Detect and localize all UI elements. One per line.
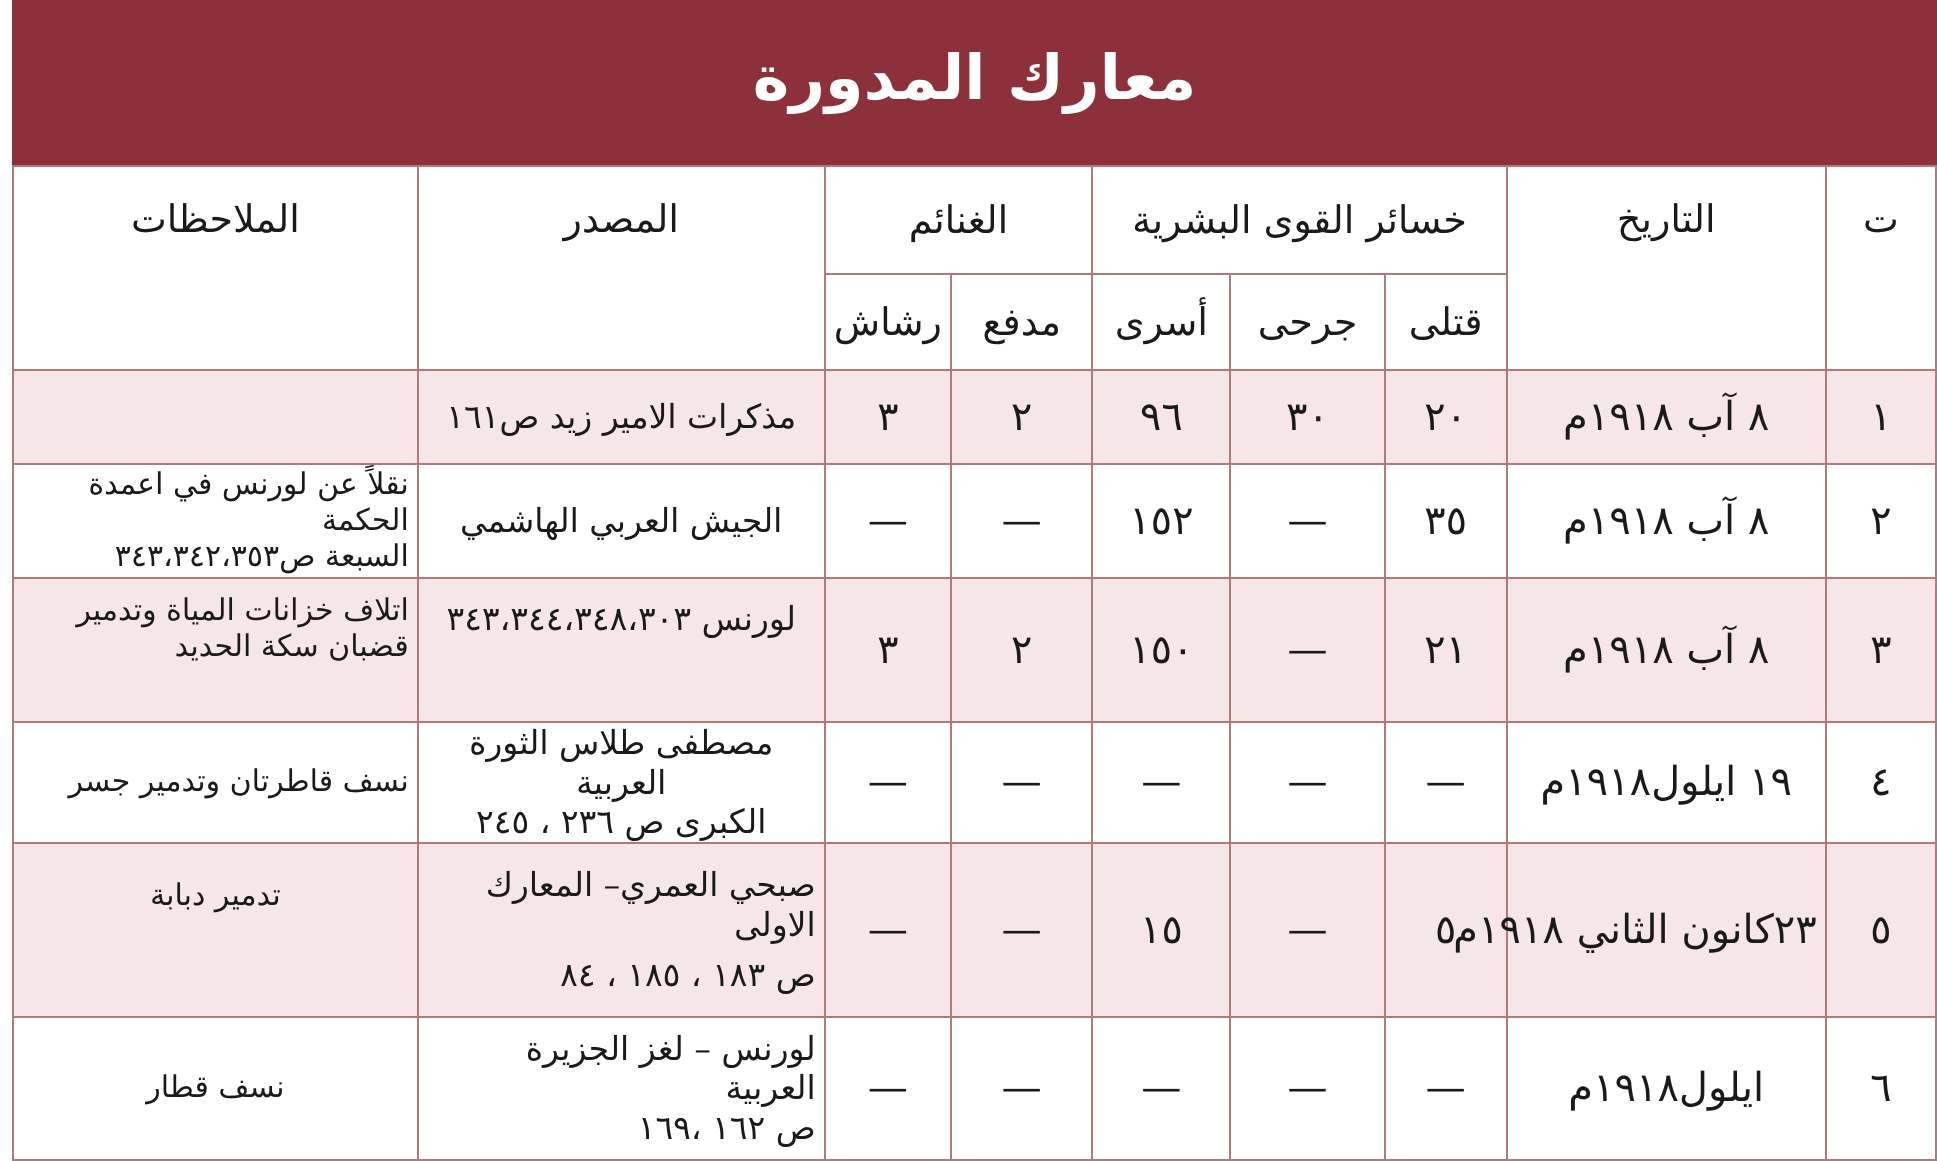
- row-killed: —: [1385, 722, 1507, 843]
- header-cannon: مدفع: [951, 274, 1092, 370]
- row-index: ٥: [1826, 843, 1936, 1017]
- row-cannon: ٢: [951, 578, 1092, 722]
- row-notes-line2: قضبان سكة الحديد: [174, 629, 409, 664]
- row-killed: ٥: [1385, 843, 1507, 1017]
- table-row: [13, 578, 1936, 722]
- row-machine-gun: —: [825, 843, 951, 1017]
- row-machine-gun: ٣: [825, 578, 951, 722]
- header-index: ت: [1826, 166, 1936, 370]
- header-spoils: الغنائم: [825, 166, 1093, 274]
- row-index: ٤: [1826, 722, 1936, 843]
- header-machine-gun: رشاش: [825, 274, 951, 370]
- row-date: ٨ آب ١٩١٨م: [1507, 370, 1826, 464]
- row-captives: ١٥٢: [1092, 464, 1230, 578]
- row-machine-gun: —: [825, 464, 951, 578]
- row-source: [418, 578, 825, 722]
- table-row: [13, 722, 1936, 843]
- row-index: ٦: [1826, 1017, 1936, 1160]
- row-machine-gun: —: [825, 1017, 951, 1160]
- row-captives: ٩٦: [1092, 370, 1230, 464]
- row-source-line1: الجيش العربي الهاشمي: [460, 501, 783, 541]
- row-index: ٢: [1826, 464, 1936, 578]
- row-wounded: —: [1230, 578, 1384, 722]
- row-source-line2: ص ١٦٢ ،١٦٩: [637, 1108, 816, 1148]
- row-machine-gun: ٣: [825, 370, 951, 464]
- row-cannon: —: [951, 1017, 1092, 1160]
- header-date: التاريخ: [1507, 166, 1826, 370]
- row-wounded: —: [1230, 722, 1384, 843]
- row-date: ١٩ ايلول١٩١٨م: [1507, 722, 1826, 843]
- row-notes: [13, 1017, 418, 1160]
- row-cannon: —: [951, 843, 1092, 1017]
- row-cannon: ٢: [951, 370, 1092, 464]
- row-index: ٣: [1826, 578, 1936, 722]
- row-wounded: ٣٠: [1230, 370, 1384, 464]
- row-notes-line1: اتلاف خزانات المياة وتدمير: [76, 593, 409, 628]
- row-date: ٨ آب ١٩١٨م: [1507, 464, 1826, 578]
- header-wounded: جرحى: [1230, 274, 1384, 370]
- header-killed: قتلى: [1385, 274, 1507, 370]
- header-row-main: [13, 166, 1936, 274]
- row-cannon: —: [951, 464, 1092, 578]
- row-source: [418, 843, 825, 1017]
- row-source: [418, 464, 825, 578]
- title-banner: [12, 0, 1937, 165]
- row-wounded: —: [1230, 1017, 1384, 1160]
- row-source-line1: مصطفى طلاس الثورة العربية: [469, 723, 774, 802]
- row-wounded: —: [1230, 464, 1384, 578]
- row-source-line1: مذكرات الامير زيد ص١٦١: [446, 397, 797, 437]
- row-source-line1: لورنس – لغز الجزيرة العربية: [525, 1028, 816, 1108]
- row-source: [418, 1017, 825, 1160]
- row-cannon: —: [951, 722, 1092, 843]
- row-source: [418, 370, 825, 464]
- row-notes: [13, 464, 418, 578]
- row-source-line1: صبحي العمري– المعارك الاولى: [485, 865, 816, 944]
- row-killed: ٢١: [1385, 578, 1507, 722]
- row-source-line2: ص ١٨٣ ، ١٨٥ ، ٨٤: [560, 954, 816, 994]
- table-row: [13, 464, 1936, 578]
- row-notes: [13, 370, 418, 464]
- row-wounded: —: [1230, 843, 1384, 1017]
- row-date: ايلول١٩١٨م: [1507, 1017, 1826, 1160]
- row-machine-gun: —: [825, 722, 951, 843]
- row-notes: [13, 843, 418, 1017]
- table-row: [13, 370, 1936, 464]
- row-killed: ٣٥: [1385, 464, 1507, 578]
- row-date: ٨ آب ١٩١٨م: [1507, 578, 1826, 722]
- row-notes-line1: نسف قاطرتان وتدمير جسر: [68, 764, 409, 800]
- page-title: معارك المدورة: [752, 41, 1197, 114]
- row-source-line1: لورنس ٣٤٣،٣٤٤،٣٤٨،٣٠٣: [446, 599, 796, 638]
- table-row: [13, 1017, 1936, 1160]
- header-casualties: خسائر القوى البشرية: [1092, 166, 1506, 274]
- row-source: [418, 722, 825, 843]
- row-notes: [13, 578, 418, 722]
- row-captives: —: [1092, 722, 1230, 843]
- header-notes: الملاحظات: [13, 166, 418, 370]
- row-captives: —: [1092, 1017, 1230, 1160]
- row-notes-line1: نسف قطار: [146, 1070, 285, 1106]
- header-captives: أسرى: [1092, 274, 1230, 370]
- battles-table: [12, 165, 1937, 1161]
- row-killed: ٢٠: [1385, 370, 1507, 464]
- row-captives: ١٥: [1092, 843, 1230, 1017]
- row-date: ٢٣كانون الثاني ١٩١٨م: [1507, 843, 1826, 1017]
- row-index: ١: [1826, 370, 1936, 464]
- row-notes-line1: تدمير دبابة: [150, 877, 281, 913]
- row-notes-line2: السبعة ص٣٤٣،٣٤٢،٣٥٣: [114, 539, 409, 574]
- header-source: المصدر: [418, 166, 825, 370]
- row-notes: [13, 722, 418, 843]
- row-killed: —: [1385, 1017, 1507, 1160]
- row-captives: ١٥٠: [1092, 578, 1230, 722]
- row-source-line2: الكبرى ص ٢٣٦ ، ٢٤٥: [476, 802, 767, 842]
- table-row: [13, 843, 1936, 1017]
- row-notes-line1: نقلاً عن لورنس في اعمدة الحكمة: [88, 467, 409, 538]
